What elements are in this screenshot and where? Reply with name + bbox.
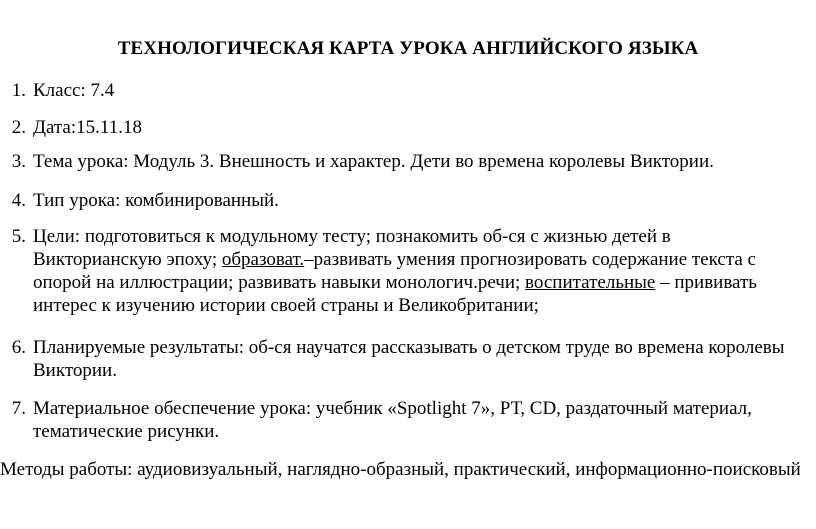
educational-text: –развивать умения прогнозировать содержание текста с опорой на иллюстрации; развивать навыки монологич.речи; bbox=[33, 249, 756, 293]
list-text: Класс: 7.4 bbox=[33, 80, 115, 101]
list-text: Планируемые результаты: об-ся научатся рассказывать о детском труде во времена королевы Виктории. bbox=[33, 337, 785, 381]
methods-paragraph: Методы работы: аудиовизуальный, наглядно-образный, практический, информационно-поисковый bbox=[0, 459, 801, 480]
list-number: 4. bbox=[11, 190, 26, 211]
list-number: 7. bbox=[11, 398, 26, 419]
list-text: Дата:15.11.18 bbox=[33, 117, 142, 138]
list-number: 3. bbox=[11, 151, 26, 172]
list-text: Материальное обеспечение урока: учебник «Spotlight 7», РТ, CD, раздаточный материал, тематические рисунки. bbox=[33, 398, 752, 442]
goals-lead: Цели: подготовиться к модульному тесту; познакомить об-ся с жизнью детей в Викторианскую эпоху; bbox=[33, 226, 671, 270]
educational-label: образоват. bbox=[221, 249, 305, 270]
list-number: 6. bbox=[11, 337, 26, 358]
upbringing-label: воспитательные bbox=[525, 272, 656, 293]
upbringing-text: – прививать интерес к изучению истории своей страны и Великобритании; bbox=[33, 272, 757, 316]
list-number: 2. bbox=[11, 117, 26, 138]
list-text: Тема урока: Модуль 3. Внешность и характер. Дети во времена королевы Виктории. bbox=[33, 151, 714, 172]
list-text bbox=[33, 225, 803, 317]
list-number: 5. bbox=[11, 226, 26, 247]
list-text: Тип урока: комбинированный. bbox=[33, 190, 279, 211]
document-title: ТЕХНОЛОГИЧЕСКАЯ КАРТА УРОКА АНГЛИЙСКОГО ЯЗЫКА bbox=[117, 38, 699, 59]
list-number: 1. bbox=[11, 80, 26, 101]
